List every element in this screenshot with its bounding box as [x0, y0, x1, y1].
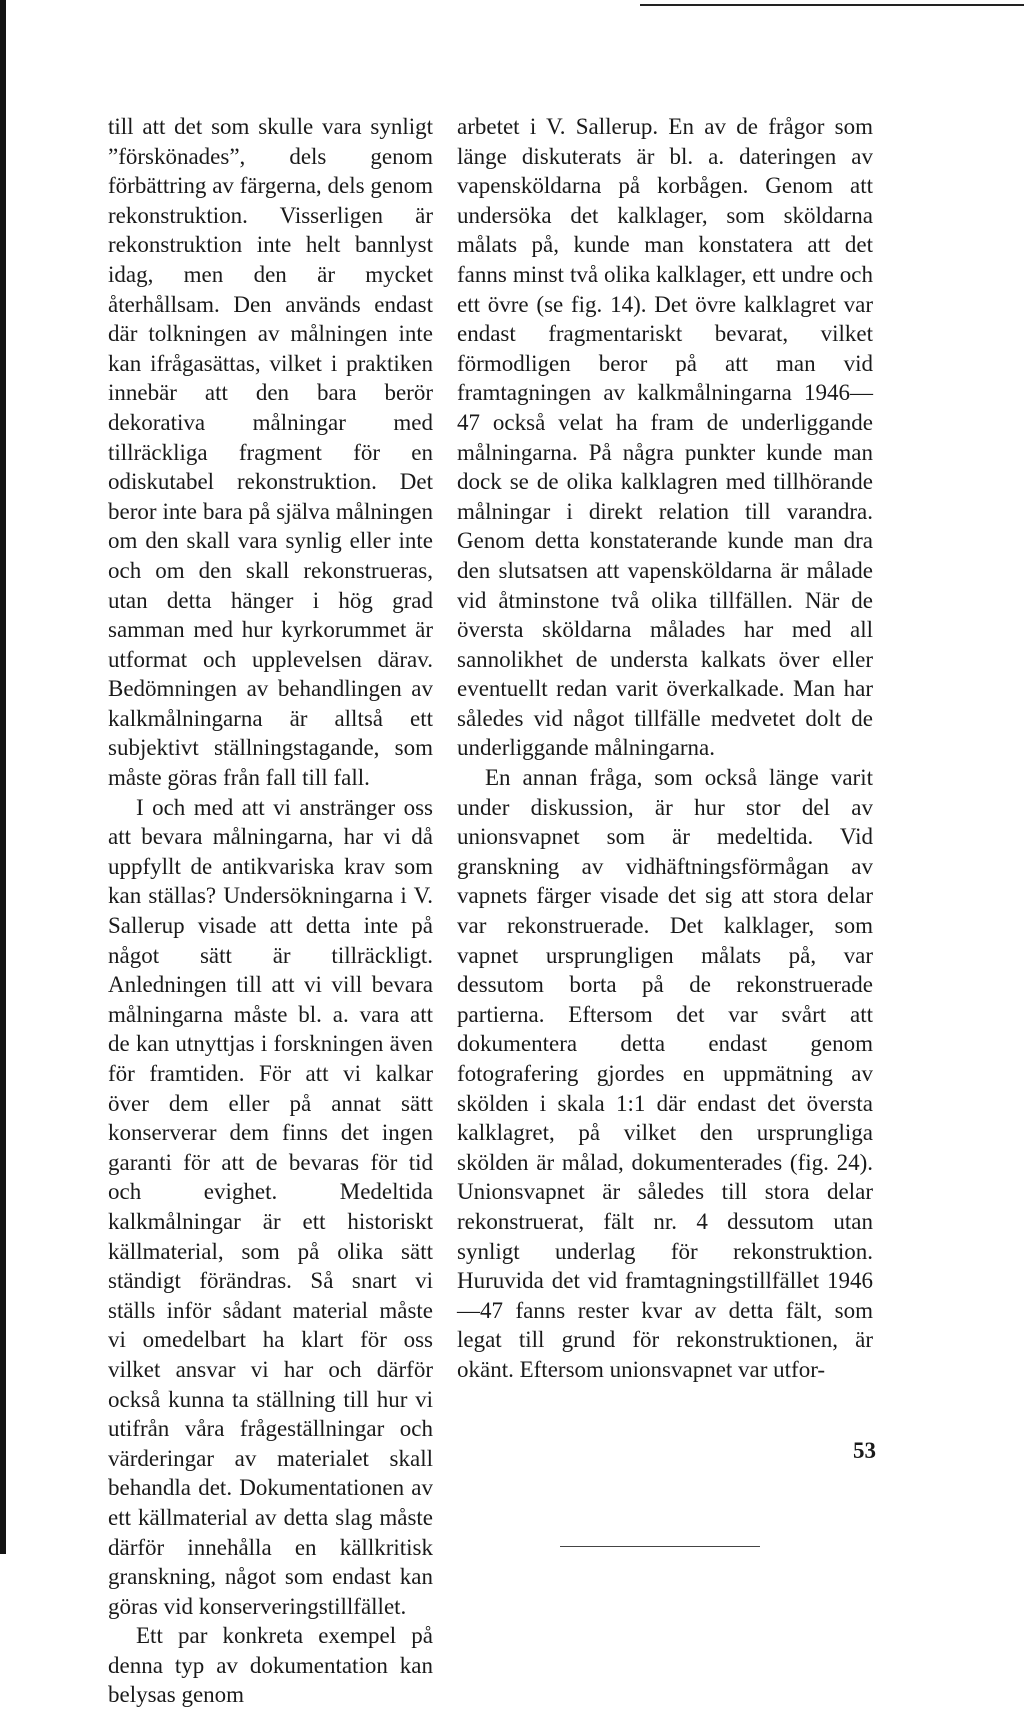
scan-bottom-rule: [560, 1546, 760, 1547]
left-paragraph-2: I och med att vi anstränger oss att bevara målningarna, har vi då uppfyllt de antikvariska krav som kan ställas? Undersökningarna i V. Sallerup visade att detta inte på något sätt är tillräckligt. Anledningen till att vi vill bevara målningarna måste bl. a. vara att de kan utnyttjas i forskningen även för framtiden. För att vi kalkar över dem eller på annat sätt konserverar dem finns det ingen garanti för att de bevaras för tid och evighet. Medeltida kalkmålningar är ett historiskt källmaterial, som på olika sätt ständigt förändras. Så snart vi ställs inför sådant material måste vi omedelbart ha klart för oss vilket ansvar vi har och därför också kunna ta ställning till hur vi utifrån våra frågeställningar och värderingar av materialet skall behandla det. Dokumentationen av ett källmaterial av detta slag måste därför innehålla en källkritisk granskning, något som endast kan göras vid konserveringstillfället.: [108, 794, 433, 1619]
scan-left-edge: [0, 0, 6, 1554]
left-paragraph-1: till att det som skulle vara synligt ”förskönades”, dels genom förbättring av färgerna, dels genom rekonstruktion. Visserligen är rekonstruktion inte helt bannlyst idag, men den är mycket återhållsam. Den används endast där tolkningen av målningen inte kan ifrågasättas, vilket i praktiken innebär att den bara berör dekorativa målningar med tillräckliga fragment för en odiskutabel rekonstruktion. Det beror inte bara på själva målningen om den skall vara synlig eller inte och om den skall rekonstrueras, utan detta hänger i hög grad samman med hur kyrkorummet är utformat och upplevelsen därav. Bedömningen av behandlingen av kalkmålningarna är alltså ett subjektivt ställningstagande, som måste göras från fall till fall.: [108, 114, 433, 791]
right-paragraph-1: arbetet i V. Sallerup. En av de frågor som länge diskuterats är bl. a. dateringen av vapensköldarna på korbågen. Genom att undersöka det kalklager, som sköldarna målats på, kunde man konstatera att det fanns minst två olika kalklager, ett undre och ett övre (se fig. 14). Det övre kalklagret var endast fragmentariskt bevarat, vilket förmodligen beror på att man vid framtagningen av kalkmålningarna 1946—47 också velat ha fram de underliggande målningarna. På några punkter kunde man dock se de olika kalklagren med tillhörande målningar i direkt relation till varandra. Genom detta konstaterande kunde man dra den slutsatsen att vapensköldarna är målade vid åtminstone två olika tillfällen. När de översta sköldarna målades har med all sannolikhet de understa kalkats över eller eventuellt redan varit överkalkade. Man har således vid något tillfälle medvetet dolt de underliggande målningarna.: [457, 114, 873, 761]
right-text-column: [457, 112, 873, 1385]
right-paragraph-2: En annan fråga, som också länge varit under diskussion, är hur stor del av unionsvapnet som är medeltida. Vid granskning av vidhäftningsförmågan av vapnets färger visade det sig att stora delar var rekonstruerade. Det kalklager, som vapnet ursprungligen målats på, var dessutom borta på de rekonstruerade partierna. Eftersom det var svårt att dokumentera detta endast genom fotografering gjordes en uppmätning av skölden i skala 1:1 där endast det översta kalklagret, på vilket den ursprungliga skölden är målad, dokumenterades (fig. 24). Unionsvapnet är således till stora delar rekonstruerat, fält nr. 4 dessutom utan synligt underlag för rekonstruktion. Huruvida det vid framtagningstillfället 1946—47 fanns rester kvar av detta fält, som legat till grund för rekonstruktionen, är okänt. Eftersom unionsvapnet var utfor-: [457, 765, 873, 1382]
left-text-column: [108, 112, 433, 1710]
page-number: 53: [853, 1438, 876, 1463]
left-paragraph-3: Ett par konkreta exempel på denna typ av dokumentation kan belysas genom: [108, 1623, 433, 1708]
scan-top-rule: [640, 4, 1024, 6]
